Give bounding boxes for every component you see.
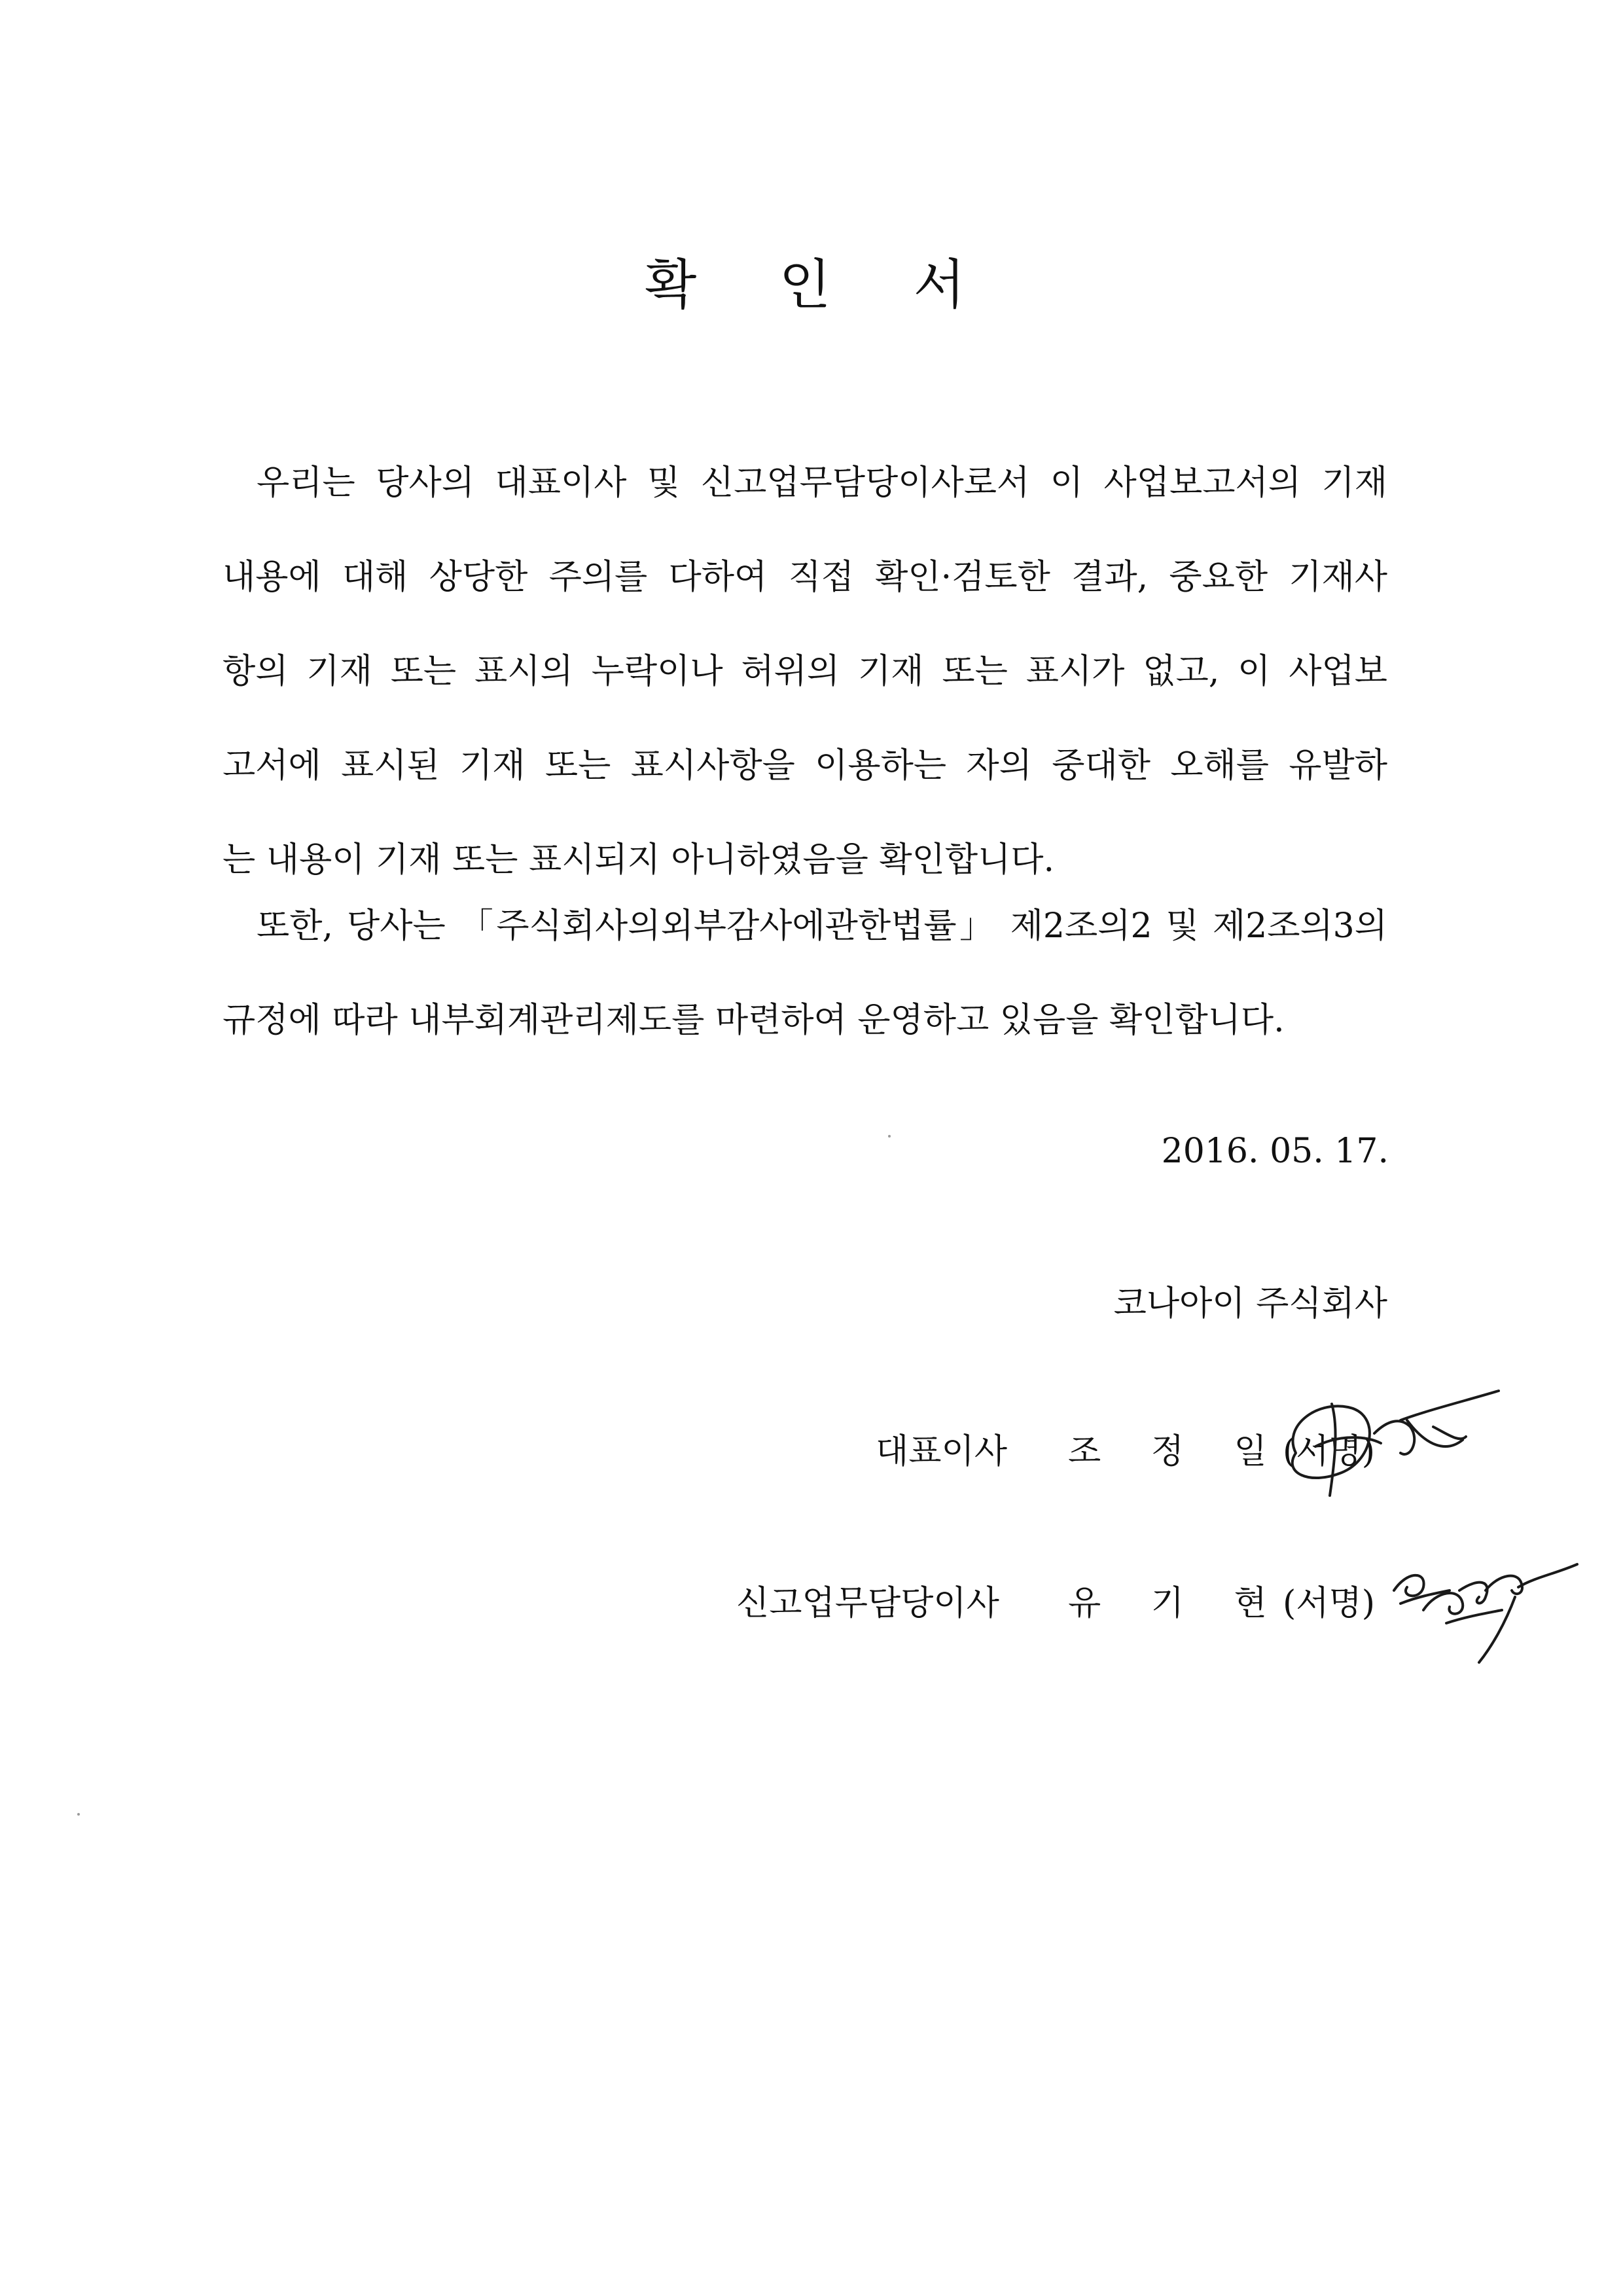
confirmation-paragraph: [223, 436, 1387, 907]
ceo-signature-icon: [1270, 1381, 1505, 1512]
internal-control-paragraph: [223, 879, 1387, 1067]
signatory-role: 대표이사: [876, 1432, 1007, 1471]
paragraph-line: 규정에 따라 내부회계관리제도를 마련하여 운영하고 있음을 확인합니다.: [223, 1001, 1285, 1040]
officer-signature-icon: [1387, 1551, 1584, 1669]
document-title: 확 인 서: [645, 254, 978, 316]
paragraph-line: 항의 기재 또는 표시의 누락이나 허위의 기재 또는 표시가 없고, 이 사업보: [223, 652, 1387, 691]
signatory-name: 유 기 현: [1068, 1584, 1287, 1623]
scan-speck: [77, 1813, 80, 1816]
paragraph-line: 내용에 대해 상당한 주의를 다하여 직접 확인·검토한 결과, 중요한 기재사: [223, 558, 1387, 597]
paragraph-line: 우리는 당사의 대표이사 및 신고업무담당이사로서 이 사업보고서의 기재: [257, 463, 1387, 503]
signatory-role: 신고업무담당이사: [736, 1584, 999, 1623]
signatory-disclosure-officer: [0, 1577, 1623, 1630]
paragraph-line: 고서에 표시된 기재 또는 표시사항을 이용하는 자의 중대한 오해를 유발하: [223, 746, 1387, 785]
paragraph-line: 또한, 당사는 「주식회사의외부감사에관한법률」 제2조의2 및 제2조의3의: [257, 906, 1387, 946]
company-name: 코나아이 주식회사: [1113, 1284, 1387, 1323]
signature-label: (서명): [1283, 1584, 1376, 1623]
document-date: 2016. 05. 17.: [1161, 1132, 1389, 1171]
signature-label: (서명): [1283, 1432, 1376, 1471]
scan-speck: [888, 1135, 891, 1138]
paragraph-line: 는 내용이 기재 또는 표시되지 아니하였음을 확인합니다.: [223, 840, 1055, 880]
signatory-name: 조 정 일: [1068, 1432, 1287, 1471]
